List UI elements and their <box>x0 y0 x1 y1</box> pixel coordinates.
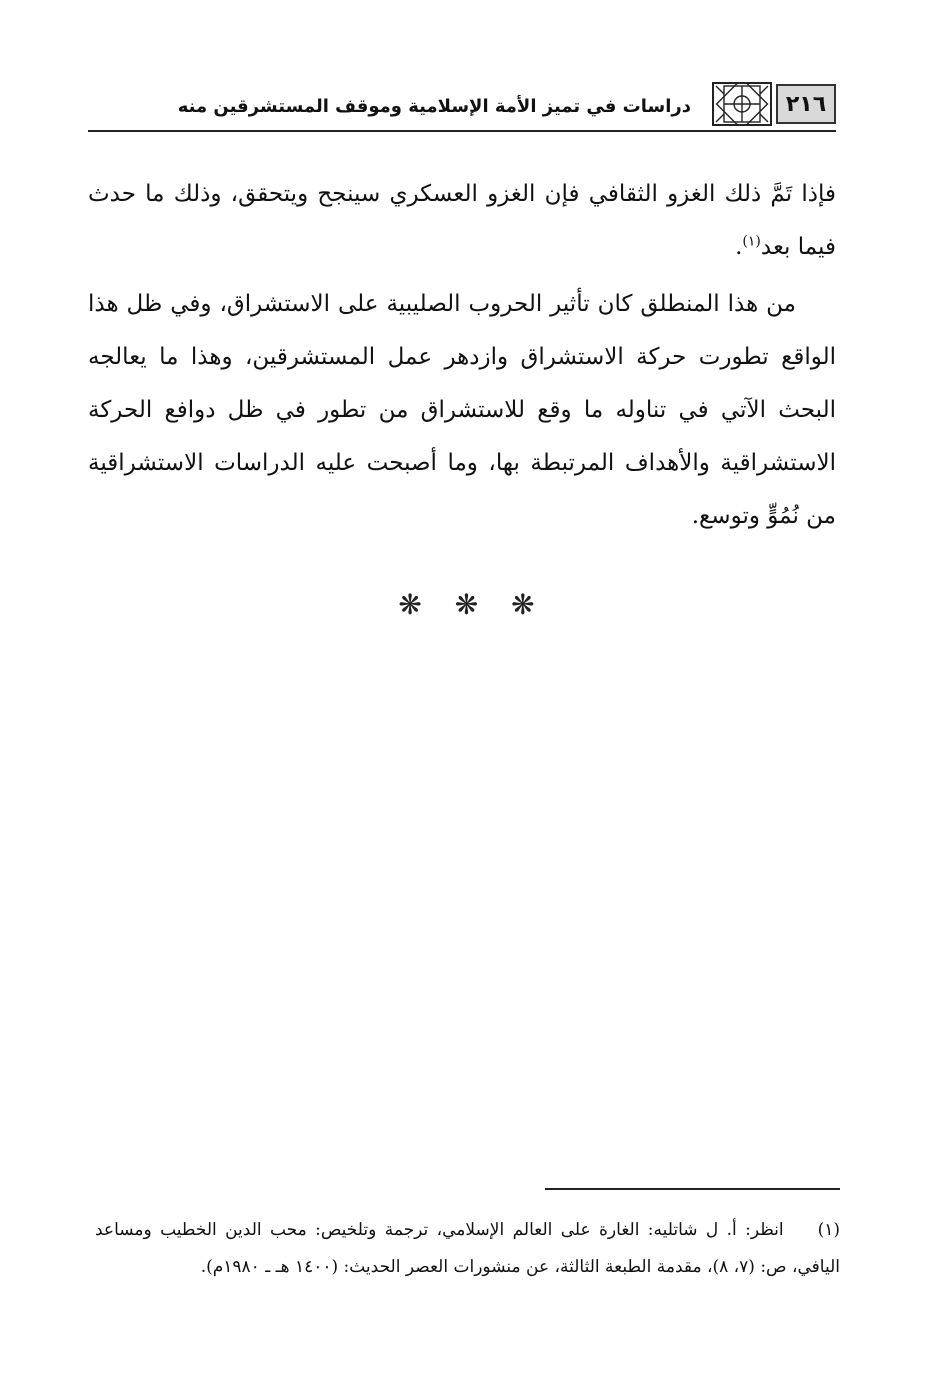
footnote <box>95 1212 840 1286</box>
header-divider <box>88 130 836 132</box>
paragraph-1-text: فإذا تَمَّ ذلك الغزو الثقافي فإن الغزو العسكري سينجح ويتحقق، وذلك ما حدث فيما بعد <box>88 181 836 260</box>
page-header <box>88 78 836 134</box>
paragraph-1 <box>88 168 836 274</box>
footnote-text: انظر: أ. ل شاتليه: الغارة على العالم الإسلامي، ترجمة وتلخيص: محب الدين الخطيب ومساعد اليافي، ص: (٧، ٨)، مقدمة الطبعة الثالثة، عن منشورات العصر الحديث: (١٤٠٠ هـ ـ ١٩٨٠م). <box>95 1220 840 1277</box>
running-title: دراسات في تميز الأمة الإسلامية وموقف المستشرقين منه <box>177 96 691 117</box>
islamic-star-pattern-icon <box>712 82 772 126</box>
footnote-mark: (١) <box>817 1220 841 1240</box>
page-number: ٢١٦ <box>776 84 836 124</box>
paragraph-2: من هذا المنطلق كان تأثير الحروب الصليبية على الاستشراق، وفي ظل هذا الواقع تطورت حركة الاستشراق وازدهر عمل المستشرقين، وهذا ما يعالجه البحث الآتي في تناوله ما وقع للاستشراق من تطور في ظل دوافع الحركة الاستشراقية والأهداف المرتبطة بها، وما أصبحت عليه الدراسات الاستشراقية من نُمُوٍّ وتوسع. <box>88 291 836 529</box>
paragraph-1-end: . <box>735 234 743 260</box>
footnote-reference: (١) <box>742 233 761 250</box>
main-text <box>88 168 836 543</box>
section-separator: ❋ ❋ ❋ <box>398 588 547 621</box>
footnote-divider <box>545 1188 840 1190</box>
